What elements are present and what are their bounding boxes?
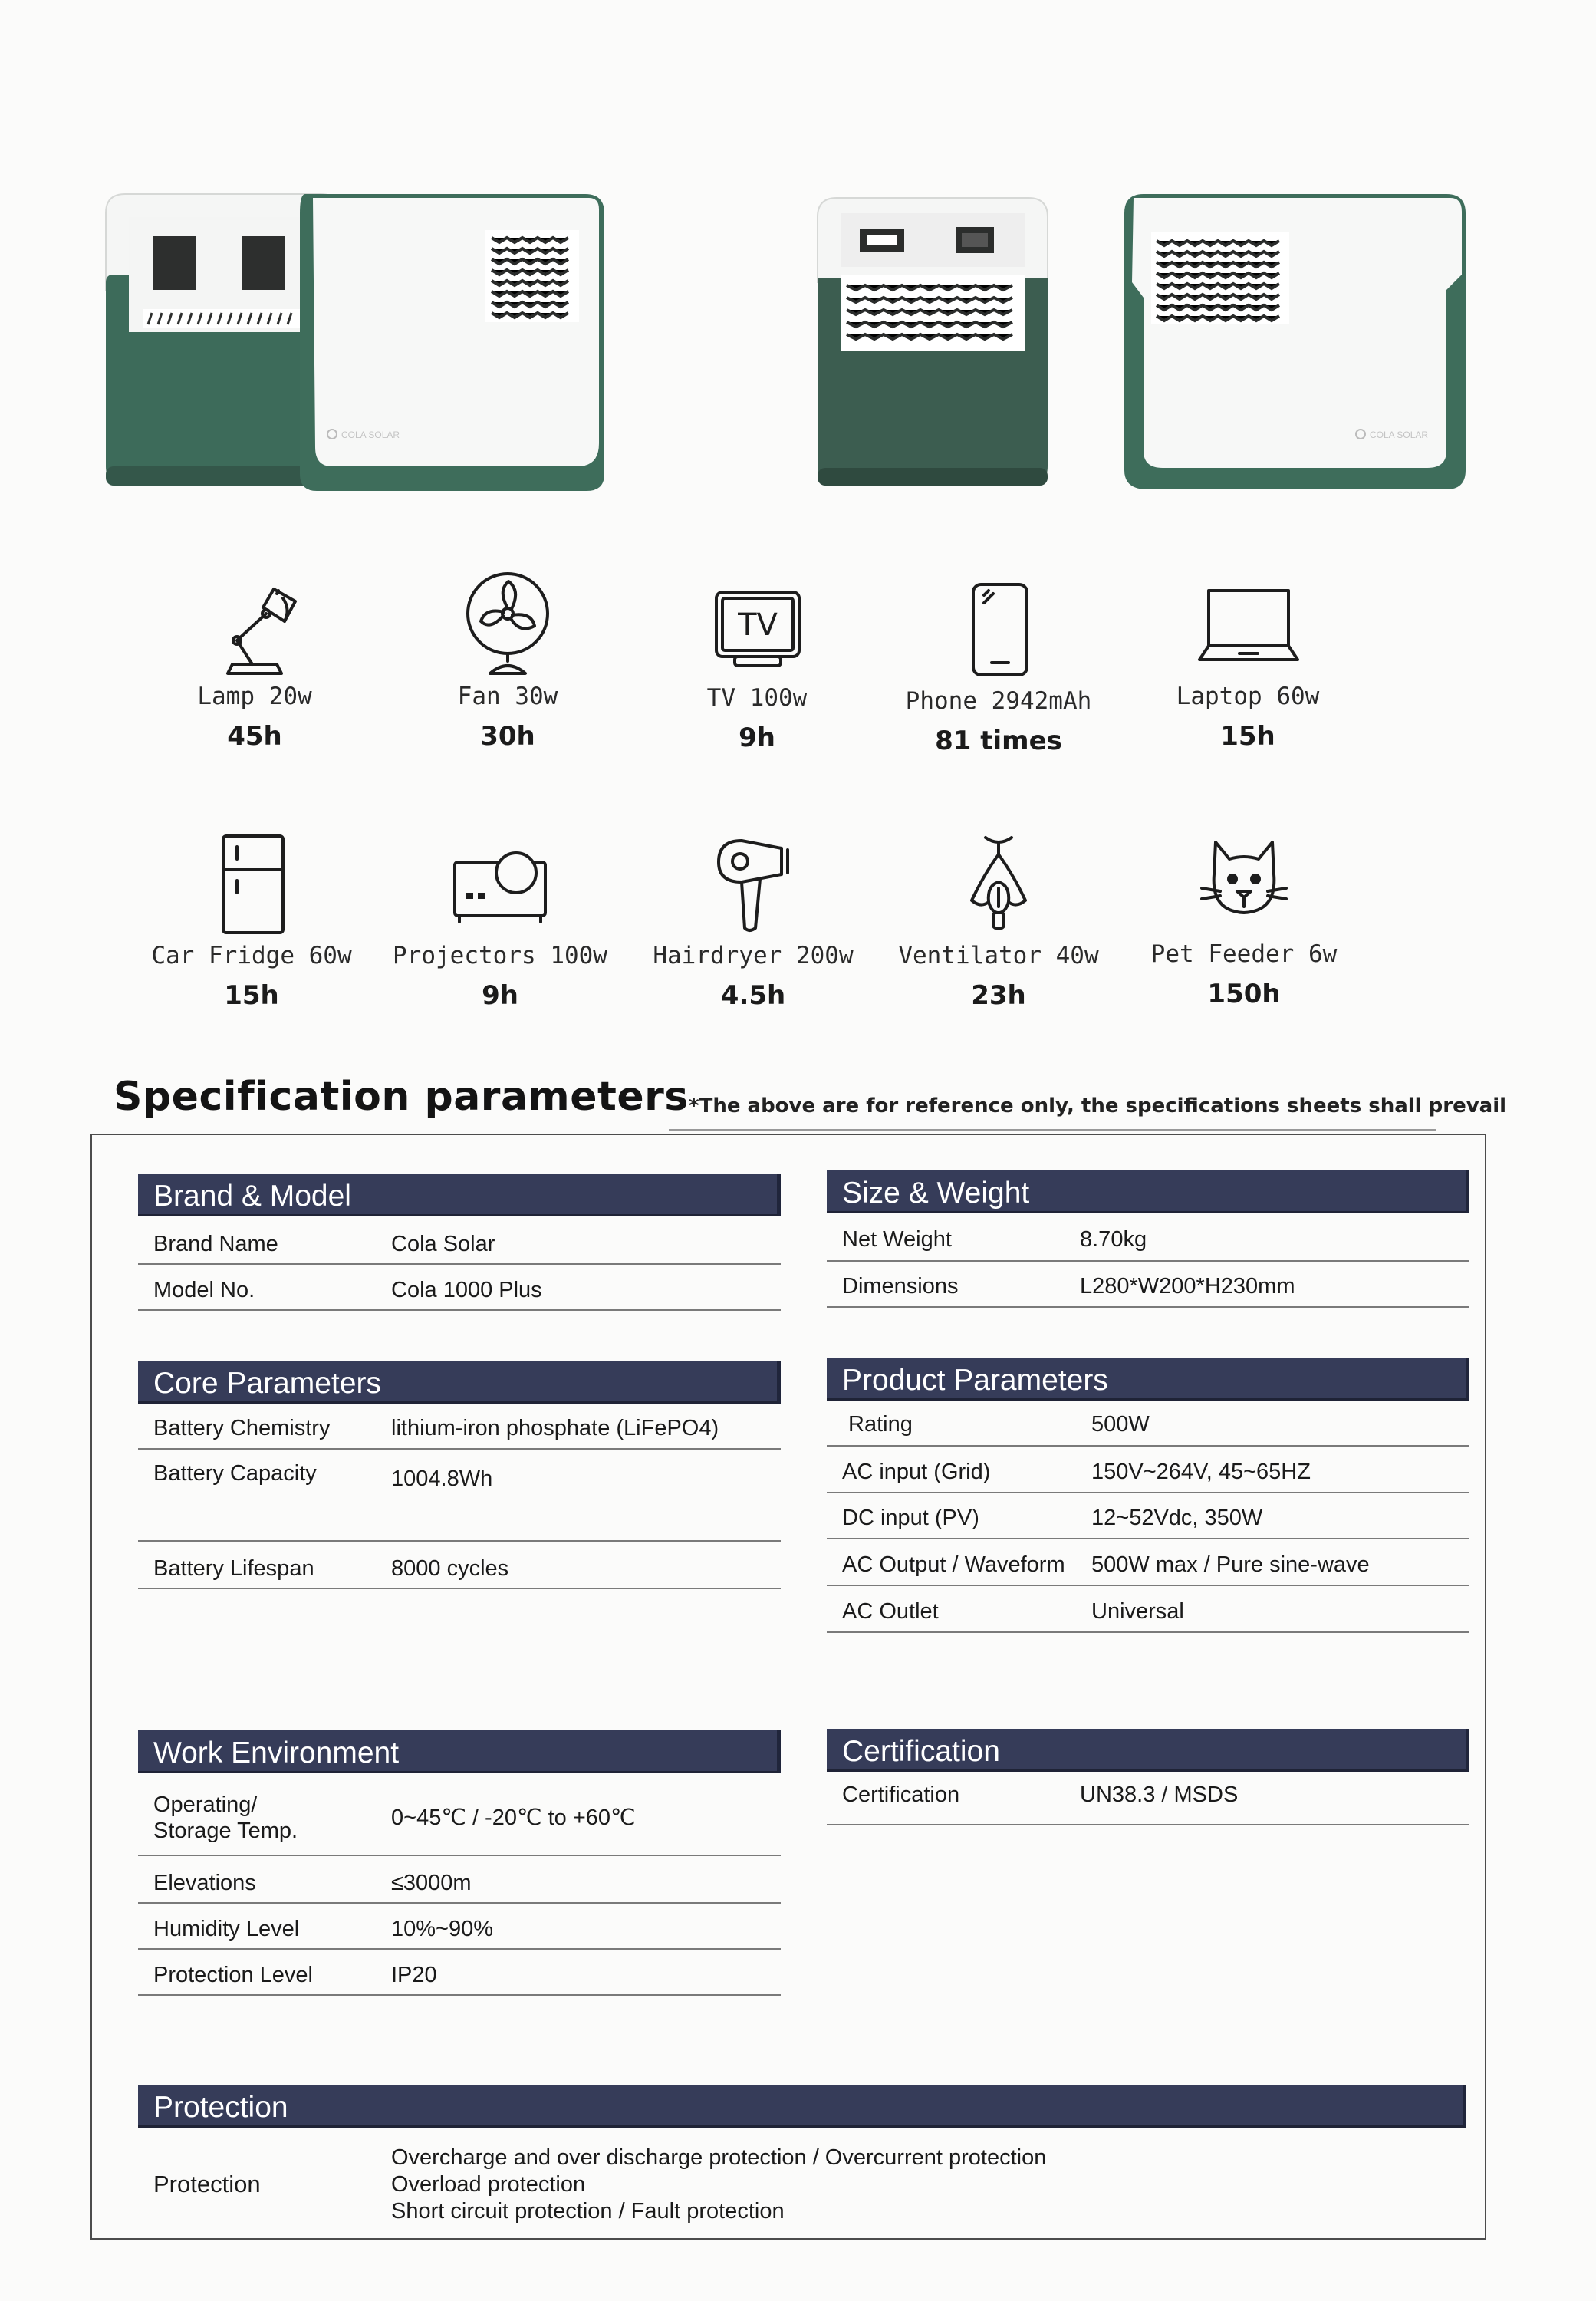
spec-key: DC input (PV) bbox=[842, 1506, 979, 1530]
spec-key: Battery Chemistry bbox=[153, 1416, 331, 1440]
device-tv bbox=[634, 569, 880, 753]
product-back-image bbox=[810, 190, 1055, 489]
spec-value: 0~45℃ / -20℃ to +60℃ bbox=[391, 1806, 636, 1830]
table-row bbox=[827, 1539, 1469, 1586]
device-hairdryer bbox=[630, 827, 876, 1011]
table-row bbox=[138, 1856, 781, 1904]
spec-value: IP20 bbox=[391, 1963, 437, 1987]
spec-key: Battery Capacity bbox=[153, 1461, 317, 1486]
table-row bbox=[827, 1213, 1469, 1262]
hairdryer-icon bbox=[696, 827, 811, 942]
cat-icon bbox=[1186, 825, 1301, 940]
title-divider bbox=[669, 1129, 1436, 1131]
table-row bbox=[138, 1542, 781, 1589]
device-phone bbox=[876, 572, 1121, 756]
table-row bbox=[138, 1904, 781, 1950]
laptop-icon bbox=[1190, 568, 1305, 683]
device-laptop bbox=[1125, 568, 1371, 752]
device-runtime: 45h bbox=[227, 721, 282, 752]
table-row bbox=[827, 1447, 1469, 1493]
device-runtime: 15h bbox=[224, 980, 279, 1011]
spec-value: 8000 cycles bbox=[391, 1556, 509, 1581]
section-title: Core Parameters bbox=[138, 1361, 781, 1404]
device-label: Car Fridge 60w bbox=[151, 942, 352, 969]
spec-key: AC Output / Waveform bbox=[842, 1552, 1065, 1577]
section-certification bbox=[827, 1729, 1469, 1825]
protection-line: Overcharge and over discharge protection / Overcurrent protection bbox=[391, 2145, 1047, 2170]
spec-value: Cola 1000 Plus bbox=[391, 1278, 542, 1302]
section-title: Certification bbox=[827, 1729, 1469, 1772]
spec-key-line-2: Storage Temp. bbox=[153, 1819, 298, 1843]
fan-icon bbox=[450, 568, 565, 683]
device-car-fridge bbox=[129, 827, 374, 1011]
device-label: Pet Feeder 6w bbox=[1150, 940, 1338, 968]
spec-key: Model No. bbox=[153, 1278, 255, 1302]
spec-key: Protection bbox=[153, 2171, 261, 2197]
spec-key: Elevations bbox=[153, 1871, 256, 1895]
projector-icon bbox=[443, 827, 558, 942]
lamp-icon bbox=[197, 568, 312, 683]
product-photos bbox=[98, 190, 1471, 493]
device-fan bbox=[385, 568, 630, 752]
ventilator-icon bbox=[941, 827, 1056, 942]
device-runtime: 4.5h bbox=[720, 980, 786, 1011]
section-title: Protection bbox=[138, 2085, 1466, 2128]
device-ventilator bbox=[876, 827, 1121, 1011]
spec-value: 500W max / Pure sine-wave bbox=[1091, 1552, 1370, 1577]
spec-key: AC input (Grid) bbox=[842, 1459, 991, 1484]
device-runtime: 15h bbox=[1220, 721, 1275, 752]
spec-key: Brand Name bbox=[153, 1231, 278, 1256]
device-runtime: 9h bbox=[739, 723, 775, 753]
table-row bbox=[138, 1216, 781, 1265]
section-title: Size & Weight bbox=[827, 1170, 1469, 1213]
spec-note: *The above are for reference only, the specifications sheets shall prevail bbox=[689, 1095, 1507, 1118]
tv-icon-text: TV bbox=[738, 607, 778, 643]
table-row bbox=[827, 1262, 1469, 1308]
section-size-weight bbox=[827, 1170, 1469, 1308]
spec-value: 500W bbox=[1091, 1412, 1150, 1437]
spec-title: Specification parameters bbox=[114, 1074, 689, 1120]
table-row bbox=[138, 1773, 781, 1856]
section-title: Work Environment bbox=[138, 1730, 781, 1773]
spec-value: UN38.3 / MSDS bbox=[1080, 1783, 1239, 1807]
spec-key bbox=[138, 1792, 391, 1844]
table-row bbox=[138, 1450, 781, 1542]
table-row bbox=[138, 1950, 781, 1996]
device-runtime: 9h bbox=[482, 980, 518, 1011]
product-4-brand: COLA SOLAR bbox=[1370, 430, 1429, 440]
table-row bbox=[827, 1772, 1469, 1825]
spec-key: AC Outlet bbox=[842, 1598, 939, 1624]
section-title: Brand & Model bbox=[138, 1174, 781, 1216]
spec-value: Universal bbox=[1091, 1598, 1184, 1624]
device-runtime: 30h bbox=[480, 721, 535, 752]
product-side-logo-image bbox=[1117, 190, 1477, 493]
device-runtime: 150h bbox=[1207, 979, 1281, 1009]
protection-line: Short circuit protection / Fault protection bbox=[391, 2198, 785, 2224]
spec-value: Cola Solar bbox=[391, 1231, 495, 1256]
tv-icon bbox=[699, 569, 814, 684]
device-label: Fan 30w bbox=[457, 683, 558, 710]
spec-key: Dimensions bbox=[842, 1274, 959, 1299]
device-runtime: 81 times bbox=[935, 726, 1062, 756]
device-lamp bbox=[132, 568, 377, 752]
spec-value: 1004.8Wh bbox=[391, 1467, 493, 1491]
fridge-icon bbox=[194, 827, 309, 942]
spec-key: Rating bbox=[848, 1412, 913, 1437]
device-label: Phone 2942mAh bbox=[905, 687, 1092, 715]
spec-value bbox=[391, 2145, 1466, 2225]
table-row bbox=[827, 1493, 1469, 1539]
table-row bbox=[138, 2128, 1466, 2235]
protection-line: Overload protection bbox=[391, 2171, 586, 2197]
spec-key-line-1: Operating/ bbox=[153, 1792, 258, 1817]
device-label: Laptop 60w bbox=[1176, 683, 1320, 710]
spec-value: 12~52Vdc, 350W bbox=[1091, 1506, 1263, 1530]
product-side-vent-image bbox=[286, 190, 616, 493]
spec-key: Net Weight bbox=[842, 1226, 952, 1252]
section-title: Product Parameters bbox=[827, 1358, 1469, 1401]
device-runtime: 23h bbox=[971, 980, 1026, 1011]
device-pet-feeder bbox=[1121, 825, 1367, 1009]
product-2-brand: COLA SOLAR bbox=[341, 430, 400, 440]
section-core-parameters bbox=[138, 1361, 781, 1589]
device-label: Lamp 20w bbox=[197, 683, 312, 710]
section-protection bbox=[138, 2085, 1466, 2235]
device-projector bbox=[377, 827, 623, 1011]
device-label: Projectors 100w bbox=[393, 942, 607, 969]
spec-key: Certification bbox=[842, 1783, 960, 1807]
spec-key: Protection Level bbox=[153, 1963, 313, 1987]
section-product-parameters bbox=[827, 1358, 1469, 1633]
device-label: Hairdryer 200w bbox=[653, 942, 854, 969]
spec-key: Battery Lifespan bbox=[153, 1556, 314, 1581]
device-label: TV 100w bbox=[706, 684, 808, 712]
section-work-environment bbox=[138, 1730, 781, 1996]
section-brand-model bbox=[138, 1174, 781, 1311]
spec-value: 10%~90% bbox=[391, 1917, 494, 1941]
spec-value: 150V~264V, 45~65HZ bbox=[1091, 1459, 1311, 1484]
spec-value: L280*W200*H230mm bbox=[1080, 1274, 1295, 1299]
spec-key: Humidity Level bbox=[153, 1917, 300, 1941]
table-row bbox=[827, 1401, 1469, 1447]
phone-icon bbox=[941, 572, 1056, 687]
table-row bbox=[827, 1586, 1469, 1633]
table-row bbox=[138, 1265, 781, 1311]
table-row bbox=[138, 1404, 781, 1450]
spec-value: 8.70kg bbox=[1080, 1226, 1147, 1252]
device-label: Ventilator 40w bbox=[898, 942, 1099, 969]
spec-value: lithium-iron phosphate (LiFePO4) bbox=[391, 1416, 719, 1440]
spec-value: ≤3000m bbox=[391, 1871, 472, 1895]
